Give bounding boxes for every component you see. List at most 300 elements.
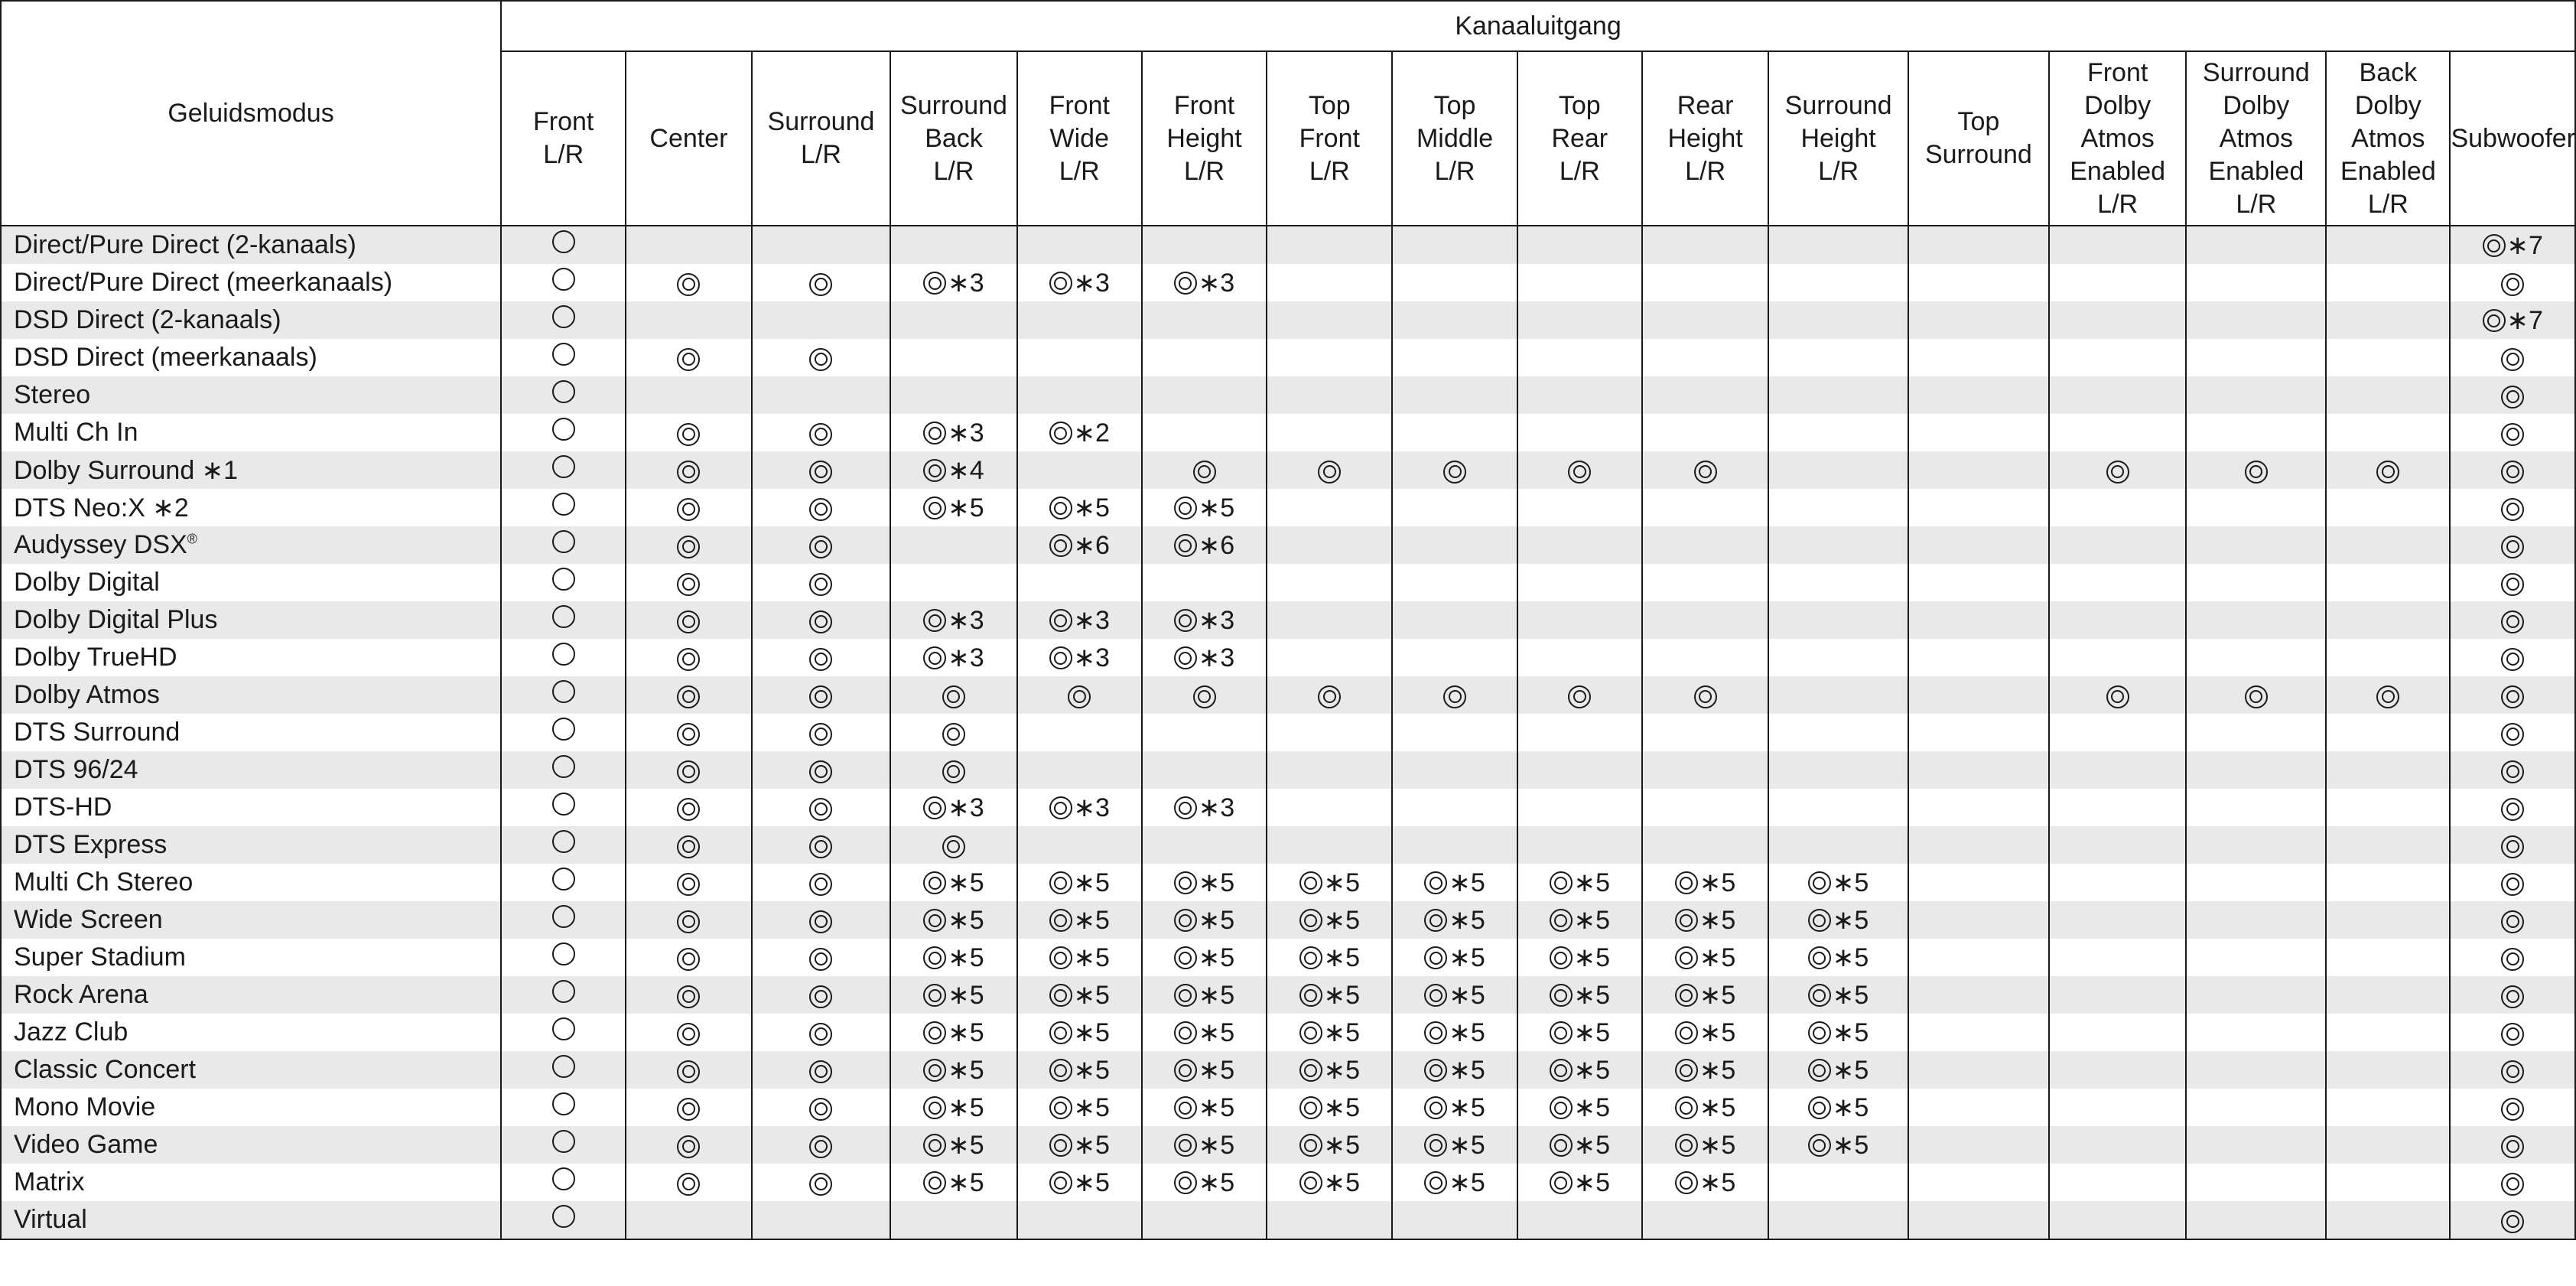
double-circle-mark bbox=[1174, 905, 1234, 936]
double-circle-mark bbox=[1049, 868, 1110, 898]
sound-mode-label: Audyssey DSX bbox=[14, 530, 187, 559]
single-circle-mark bbox=[552, 680, 575, 703]
footnote-ref: ∗5 bbox=[1198, 943, 1235, 973]
channel-cell bbox=[752, 601, 891, 639]
sound-mode-name bbox=[1, 751, 501, 789]
channel-cell bbox=[1142, 751, 1267, 789]
double-circle-mark bbox=[1174, 1092, 1234, 1123]
double-circle-mark bbox=[923, 455, 984, 486]
channel-cell bbox=[1908, 601, 2049, 639]
double-circle-mark bbox=[1550, 1017, 1610, 1048]
double-circle-icon bbox=[677, 910, 700, 933]
channel-cell bbox=[2326, 376, 2450, 414]
channel-cell bbox=[626, 789, 751, 826]
channel-cell bbox=[1392, 376, 1517, 414]
channel-cell bbox=[626, 751, 751, 789]
double-circle-icon bbox=[923, 646, 946, 669]
single-circle-icon bbox=[552, 343, 575, 366]
table-row bbox=[1, 976, 2575, 1014]
footnote-ref: ∗5 bbox=[1073, 981, 1110, 1011]
channel-cell bbox=[1267, 676, 1392, 714]
footnote-ref: ∗5 bbox=[1832, 1056, 1869, 1086]
double-circle-icon bbox=[1068, 685, 1091, 708]
single-circle-icon bbox=[552, 943, 575, 965]
channel-cell bbox=[626, 339, 751, 376]
double-circle-icon bbox=[1174, 871, 1197, 894]
channel-cell bbox=[752, 789, 891, 826]
channel-cell bbox=[1392, 751, 1517, 789]
single-circle-mark bbox=[552, 1130, 575, 1153]
channel-cell bbox=[2326, 414, 2450, 451]
channel-cell bbox=[1392, 1126, 1517, 1164]
channel-cell bbox=[1517, 526, 1642, 564]
channel-cell bbox=[2450, 1164, 2575, 1201]
double-circle-icon bbox=[923, 946, 946, 969]
footnote-ref: ∗5 bbox=[1573, 1131, 1610, 1161]
double-circle-mark bbox=[2483, 230, 2543, 261]
double-circle-icon bbox=[923, 1171, 946, 1194]
channel-cell bbox=[2326, 301, 2450, 339]
double-circle-mark bbox=[809, 536, 832, 558]
channel-cell bbox=[1017, 1089, 1142, 1126]
channel-cell bbox=[1267, 564, 1392, 601]
channel-cell bbox=[2450, 751, 2575, 789]
sound-mode-name bbox=[1, 414, 501, 451]
channel-cell bbox=[2450, 451, 2575, 489]
channel-cell bbox=[501, 1164, 626, 1201]
double-circle-icon bbox=[1049, 272, 1072, 295]
channel-cell bbox=[890, 714, 1016, 751]
single-circle-icon bbox=[552, 643, 575, 666]
channel-cell bbox=[2186, 414, 2326, 451]
double-circle-icon bbox=[923, 796, 946, 819]
channel-output-header: Kanaaluitgang bbox=[501, 1, 2575, 51]
double-circle-mark bbox=[1174, 1017, 1234, 1048]
channel-cell bbox=[890, 301, 1016, 339]
double-circle-icon bbox=[677, 498, 700, 521]
channel-cell bbox=[752, 1126, 891, 1164]
channel-cell bbox=[2049, 489, 2187, 526]
single-circle-mark bbox=[552, 418, 575, 441]
double-circle-icon bbox=[1424, 1096, 1447, 1119]
double-circle-mark bbox=[1424, 1017, 1485, 1048]
column-header-line: Middle bbox=[1416, 123, 1494, 153]
channel-cell bbox=[2326, 264, 2450, 301]
channel-cell bbox=[1642, 976, 1768, 1014]
channel-cell bbox=[1768, 1051, 1908, 1089]
channel-cell bbox=[890, 376, 1016, 414]
footnote-ref: ∗5 bbox=[948, 1168, 984, 1198]
channel-cell bbox=[752, 639, 891, 676]
column-header-top-middle-l-r bbox=[1392, 51, 1517, 226]
single-circle-icon bbox=[552, 455, 575, 478]
column-header-surround-l-r bbox=[752, 51, 891, 226]
double-circle-icon bbox=[1550, 1021, 1573, 1044]
footnote-ref: ∗4 bbox=[948, 456, 984, 486]
channel-cell bbox=[890, 901, 1016, 939]
channel-cell bbox=[1142, 639, 1267, 676]
channel-cell bbox=[626, 264, 751, 301]
double-circle-icon bbox=[2501, 648, 2524, 671]
single-circle-mark bbox=[552, 793, 575, 816]
double-circle-icon bbox=[2501, 873, 2524, 896]
double-circle-mark bbox=[923, 868, 984, 898]
single-circle-icon bbox=[552, 1130, 575, 1153]
channel-cell bbox=[1392, 939, 1517, 976]
channel-cell bbox=[2450, 789, 2575, 826]
double-circle-icon bbox=[2501, 1098, 2524, 1121]
sound-mode-label: Dolby Digital Plus bbox=[14, 605, 218, 634]
double-circle-mark bbox=[923, 1092, 984, 1123]
channel-cell bbox=[2450, 376, 2575, 414]
double-circle-icon bbox=[677, 348, 700, 371]
footnote-ref: ∗5 bbox=[1073, 906, 1110, 936]
channel-cell bbox=[752, 489, 891, 526]
double-circle-mark bbox=[809, 423, 832, 446]
double-circle-icon bbox=[1550, 1096, 1573, 1119]
channel-cell bbox=[626, 901, 751, 939]
sound-mode-name bbox=[1, 901, 501, 939]
channel-cell bbox=[1642, 1201, 1768, 1239]
channel-cell bbox=[1017, 339, 1142, 376]
double-circle-mark bbox=[1049, 943, 1110, 973]
footnote-ref: ∗2 bbox=[1073, 418, 1110, 448]
channel-cell bbox=[2186, 714, 2326, 751]
channel-cell bbox=[752, 864, 891, 901]
column-header-top-rear-l-r bbox=[1517, 51, 1642, 226]
footnote-ref: ∗5 bbox=[1699, 868, 1736, 898]
channel-cell bbox=[2186, 676, 2326, 714]
channel-cell bbox=[1267, 714, 1392, 751]
sound-mode-label: Jazz Club bbox=[14, 1017, 128, 1047]
single-circle-icon bbox=[552, 830, 575, 853]
channel-cell bbox=[1142, 376, 1267, 414]
double-circle-mark bbox=[1049, 1167, 1110, 1198]
sound-mode-name bbox=[1, 264, 501, 301]
channel-cell bbox=[1017, 264, 1142, 301]
double-circle-mark bbox=[2501, 610, 2524, 633]
channel-cell bbox=[1267, 1164, 1392, 1201]
double-circle-mark bbox=[2501, 910, 2524, 933]
channel-cell bbox=[1267, 451, 1392, 489]
double-circle-mark bbox=[2501, 461, 2524, 483]
double-circle-icon bbox=[1049, 909, 1072, 932]
channel-cell bbox=[752, 1014, 891, 1051]
double-circle-mark bbox=[809, 1023, 832, 1046]
channel-cell bbox=[1142, 489, 1267, 526]
double-circle-icon bbox=[923, 871, 946, 894]
channel-cell bbox=[501, 451, 626, 489]
channel-cell bbox=[626, 826, 751, 864]
double-circle-mark bbox=[1694, 461, 1717, 483]
channel-cell bbox=[1908, 939, 2049, 976]
table-row bbox=[1, 714, 2575, 751]
double-circle-icon bbox=[677, 423, 700, 446]
double-circle-icon bbox=[2501, 1210, 2524, 1233]
double-circle-mark bbox=[809, 835, 832, 858]
channel-cell bbox=[1267, 1089, 1392, 1126]
channel-cell bbox=[1642, 1014, 1768, 1051]
double-circle-icon bbox=[1193, 685, 1216, 708]
channel-cell bbox=[1768, 751, 1908, 789]
channel-cell bbox=[752, 526, 891, 564]
single-circle-icon bbox=[552, 568, 575, 591]
channel-cell bbox=[752, 451, 891, 489]
double-circle-icon bbox=[2501, 423, 2524, 446]
channel-cell bbox=[626, 1201, 751, 1239]
sound-mode-name bbox=[1, 826, 501, 864]
channel-cell bbox=[1267, 864, 1392, 901]
channel-cell bbox=[890, 339, 1016, 376]
channel-cell bbox=[1768, 789, 1908, 826]
double-circle-mark bbox=[2376, 461, 2399, 483]
channel-cell bbox=[1642, 901, 1768, 939]
footnote-ref: ∗5 bbox=[1323, 981, 1360, 1011]
double-circle-icon bbox=[1550, 1134, 1573, 1157]
footnote-ref: ∗5 bbox=[948, 981, 984, 1011]
channel-cell bbox=[2049, 826, 2187, 864]
channel-cell bbox=[1017, 864, 1142, 901]
footnote-ref: ∗5 bbox=[948, 906, 984, 936]
sound-mode-name bbox=[1, 714, 501, 751]
channel-cell bbox=[890, 526, 1016, 564]
double-circle-icon bbox=[677, 835, 700, 858]
channel-cell bbox=[501, 1126, 626, 1164]
channel-cell bbox=[2049, 639, 2187, 676]
double-circle-mark bbox=[923, 268, 984, 298]
channel-cell bbox=[2186, 489, 2326, 526]
channel-cell bbox=[752, 376, 891, 414]
channel-cell bbox=[2450, 1201, 2575, 1239]
double-circle-mark bbox=[1049, 1092, 1110, 1123]
double-circle-icon bbox=[677, 610, 700, 633]
channel-cell bbox=[1392, 526, 1517, 564]
single-circle-icon bbox=[552, 755, 575, 778]
channel-cell bbox=[1267, 264, 1392, 301]
channel-cell bbox=[501, 601, 626, 639]
channel-cell bbox=[2326, 226, 2450, 264]
double-circle-icon bbox=[2501, 536, 2524, 558]
channel-cell bbox=[1392, 901, 1517, 939]
single-circle-icon bbox=[552, 793, 575, 816]
channel-cell bbox=[1768, 1164, 1908, 1201]
channel-cell bbox=[1908, 676, 2049, 714]
double-circle-icon bbox=[1675, 871, 1698, 894]
double-circle-mark bbox=[1675, 1167, 1735, 1198]
channel-cell bbox=[1017, 564, 1142, 601]
double-circle-icon bbox=[2501, 1173, 2524, 1196]
column-header-line: Dolby bbox=[2223, 90, 2290, 120]
column-header-line: L/R bbox=[933, 156, 974, 186]
double-circle-icon bbox=[1299, 1021, 1322, 1044]
double-circle-mark bbox=[942, 835, 965, 858]
channel-cell bbox=[501, 939, 626, 976]
channel-cell bbox=[2326, 1014, 2450, 1051]
channel-cell bbox=[1017, 1051, 1142, 1089]
double-circle-icon bbox=[1808, 1059, 1831, 1082]
channel-cell bbox=[1642, 301, 1768, 339]
double-circle-icon bbox=[1443, 461, 1466, 483]
sound-mode-label: Virtual bbox=[14, 1205, 87, 1234]
channel-cell bbox=[1642, 1126, 1768, 1164]
sound-mode-name bbox=[1, 676, 501, 714]
double-circle-icon bbox=[1694, 685, 1717, 708]
channel-cell bbox=[2049, 376, 2187, 414]
channel-cell bbox=[2186, 751, 2326, 789]
channel-cell bbox=[2326, 1126, 2450, 1164]
footnote-ref: ∗5 bbox=[1832, 981, 1869, 1011]
channel-cell bbox=[1267, 1051, 1392, 1089]
channel-cell bbox=[1142, 939, 1267, 976]
double-circle-mark bbox=[1049, 493, 1110, 523]
column-header-back-dolby-atmos-enabled-l-r bbox=[2326, 51, 2450, 226]
double-circle-icon bbox=[2106, 685, 2129, 708]
channel-cell bbox=[1392, 414, 1517, 451]
double-circle-icon bbox=[1174, 946, 1197, 969]
channel-cell bbox=[1908, 339, 2049, 376]
double-circle-icon bbox=[1174, 646, 1197, 669]
double-circle-icon bbox=[677, 273, 700, 296]
channel-cell bbox=[2186, 376, 2326, 414]
channel-cell bbox=[1517, 639, 1642, 676]
double-circle-icon bbox=[1174, 1171, 1197, 1194]
channel-cell bbox=[1517, 1051, 1642, 1089]
double-circle-mark bbox=[1299, 943, 1360, 973]
channel-cell bbox=[2326, 939, 2450, 976]
channel-cell bbox=[1517, 789, 1642, 826]
channel-cell bbox=[1392, 564, 1517, 601]
double-circle-icon bbox=[1174, 984, 1197, 1007]
column-header-line: Enabled bbox=[2208, 156, 2304, 186]
channel-cell bbox=[1768, 639, 1908, 676]
double-circle-icon bbox=[1049, 1134, 1072, 1157]
column-header-line: Dolby bbox=[2354, 90, 2422, 120]
double-circle-icon bbox=[1049, 1171, 1072, 1194]
sound-mode-label: Multi Ch Stereo bbox=[14, 868, 194, 897]
single-circle-mark bbox=[552, 1092, 575, 1115]
double-circle-icon bbox=[1299, 1134, 1322, 1157]
channel-cell bbox=[1017, 526, 1142, 564]
channel-cell bbox=[2450, 714, 2575, 751]
single-circle-icon bbox=[552, 530, 575, 553]
channel-cell bbox=[2186, 1126, 2326, 1164]
double-circle-icon bbox=[923, 909, 946, 932]
table-row bbox=[1, 826, 2575, 864]
double-circle-icon bbox=[2501, 461, 2524, 483]
channel-cell bbox=[501, 264, 626, 301]
double-circle-mark bbox=[1299, 980, 1360, 1011]
double-circle-mark bbox=[809, 348, 832, 371]
table-row bbox=[1, 601, 2575, 639]
double-circle-mark bbox=[923, 1017, 984, 1048]
double-circle-mark bbox=[923, 418, 984, 448]
double-circle-mark bbox=[1174, 643, 1234, 673]
footnote-ref: ∗5 bbox=[1323, 906, 1360, 936]
channel-cell bbox=[1142, 1126, 1267, 1164]
double-circle-icon bbox=[677, 461, 700, 483]
channel-cell bbox=[1392, 489, 1517, 526]
double-circle-icon bbox=[809, 835, 832, 858]
channel-cell bbox=[1517, 939, 1642, 976]
double-circle-mark bbox=[809, 1098, 832, 1121]
footnote-ref: ∗5 bbox=[1573, 1018, 1610, 1048]
single-circle-icon bbox=[552, 980, 575, 1003]
double-circle-icon bbox=[809, 423, 832, 446]
column-header-front-dolby-atmos-enabled-l-r bbox=[2049, 51, 2187, 226]
channel-cell bbox=[1642, 1164, 1768, 1201]
channel-cell bbox=[1768, 939, 1908, 976]
channel-cell bbox=[1267, 339, 1392, 376]
footnote-ref: ∗3 bbox=[1198, 793, 1235, 823]
channel-cell bbox=[1392, 676, 1517, 714]
double-circle-mark bbox=[1299, 1130, 1360, 1161]
double-circle-mark bbox=[1550, 1092, 1610, 1123]
double-circle-mark bbox=[1424, 980, 1485, 1011]
double-circle-icon bbox=[923, 1096, 946, 1119]
single-circle-mark bbox=[552, 868, 575, 890]
double-circle-mark bbox=[677, 536, 700, 558]
channel-cell bbox=[1517, 751, 1642, 789]
channel-cell bbox=[626, 639, 751, 676]
double-circle-mark bbox=[1174, 530, 1234, 561]
double-circle-icon bbox=[677, 873, 700, 896]
channel-cell bbox=[2326, 526, 2450, 564]
channel-cell bbox=[1017, 1201, 1142, 1239]
column-header-line: Dolby bbox=[2084, 90, 2152, 120]
double-circle-mark bbox=[809, 1060, 832, 1083]
single-circle-icon bbox=[552, 1092, 575, 1115]
sound-mode-name bbox=[1, 1164, 501, 1201]
sound-mode-label: Mono Movie bbox=[14, 1092, 156, 1122]
footnote-ref: ∗3 bbox=[948, 418, 984, 448]
double-circle-icon bbox=[677, 948, 700, 971]
double-circle-mark bbox=[677, 723, 700, 746]
footnote-ref: ∗3 bbox=[948, 793, 984, 823]
channel-cell bbox=[1392, 864, 1517, 901]
sound-mode-name bbox=[1, 564, 501, 601]
channel-cell bbox=[501, 526, 626, 564]
footnote-ref: ∗5 bbox=[1449, 1018, 1485, 1048]
channel-cell bbox=[1267, 226, 1392, 264]
column-header-line: Front bbox=[1173, 90, 1235, 120]
channel-cell bbox=[752, 414, 891, 451]
channel-cell bbox=[1768, 976, 1908, 1014]
channel-cell bbox=[1017, 939, 1142, 976]
double-circle-icon bbox=[809, 610, 832, 633]
double-circle-icon bbox=[1424, 946, 1447, 969]
table-row bbox=[1, 526, 2575, 564]
column-header-line: Surround bbox=[767, 107, 875, 136]
single-circle-mark bbox=[552, 1205, 575, 1228]
double-circle-mark bbox=[677, 948, 700, 971]
double-circle-icon bbox=[677, 648, 700, 671]
double-circle-mark bbox=[2501, 348, 2524, 371]
double-circle-icon bbox=[1049, 609, 1072, 632]
channel-cell bbox=[1142, 901, 1267, 939]
column-header-line: Top bbox=[1308, 90, 1351, 120]
column-header-rear-height-l-r bbox=[1642, 51, 1768, 226]
double-circle-icon bbox=[1299, 1059, 1322, 1082]
channel-cell bbox=[2049, 601, 2187, 639]
double-circle-icon bbox=[677, 798, 700, 821]
column-header-line: Top bbox=[1433, 90, 1476, 120]
column-header-line: Atmos bbox=[2351, 123, 2425, 153]
channel-cell bbox=[1517, 301, 1642, 339]
channel-cell bbox=[1642, 264, 1768, 301]
channel-cell bbox=[1642, 414, 1768, 451]
channel-cell bbox=[626, 526, 751, 564]
single-circle-mark bbox=[552, 380, 575, 403]
